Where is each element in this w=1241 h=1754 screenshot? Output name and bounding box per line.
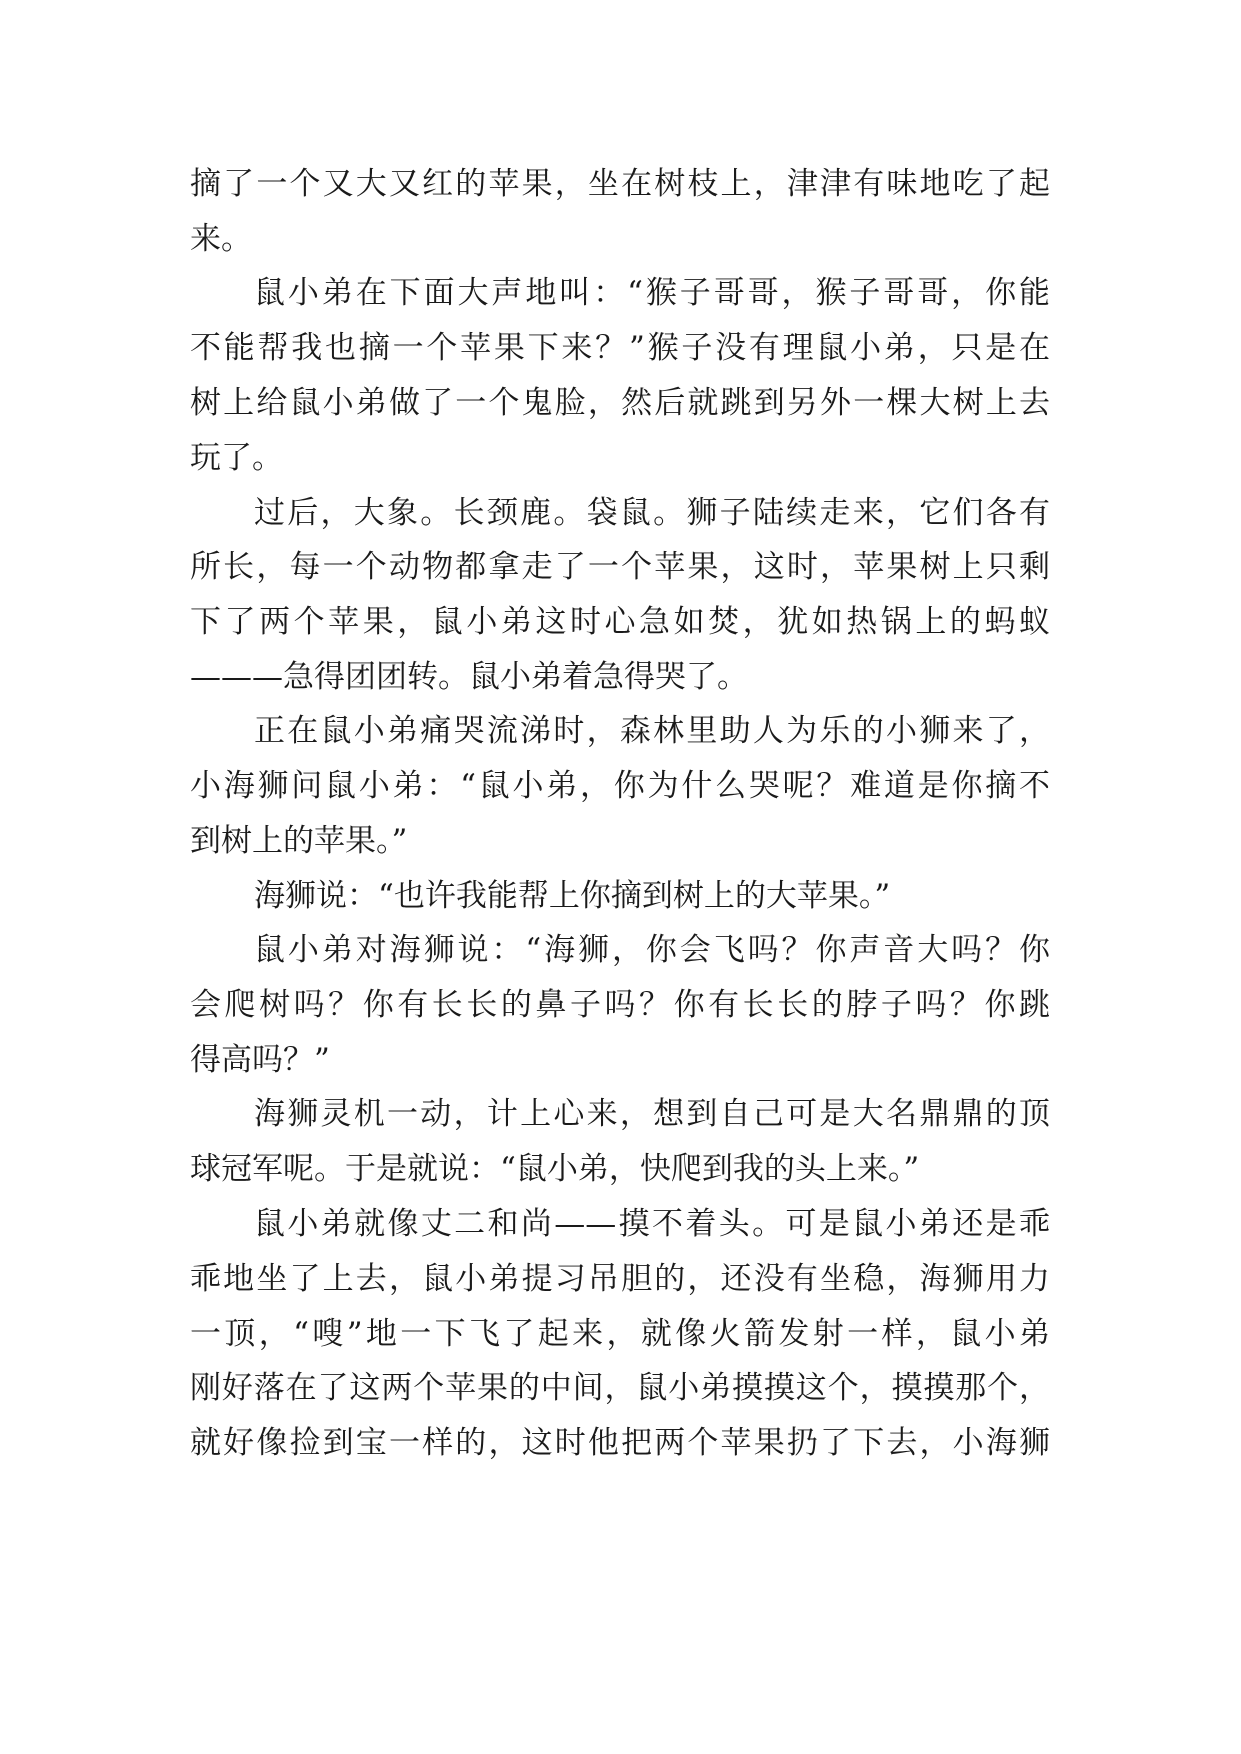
text-line: 来。: [190, 221, 252, 257]
text-line: 鼠小弟在下面大声地叫：“猴子哥哥，猴子哥哥，你能: [254, 275, 1050, 311]
text-line: 会爬树吗？你有长长的鼻子吗？你有长长的脖子吗？你跳: [190, 987, 1050, 1023]
text-line: 不能帮我也摘一个苹果下来？”猴子没有理鼠小弟，只是在: [190, 330, 1050, 366]
text-line: 就好像捡到宝一样的，这时他把两个苹果扔了下去，小海狮: [190, 1425, 1050, 1461]
text-line: 到树上的苹果。”: [190, 823, 408, 859]
text-line: 所长，每一个动物都拿走了一个苹果，这时，苹果树上只剩: [190, 549, 1050, 585]
text-line: 下了两个苹果，鼠小弟这时心急如焚，犹如热锅上的蚂蚁: [190, 604, 1050, 640]
text-line: 一顶，“嗖”地一下飞了起来，就像火箭发射一样，鼠小弟: [190, 1316, 1050, 1352]
text-line: 鼠小弟对海狮说：“海狮，你会飞吗？你声音大吗？你: [254, 932, 1050, 968]
text-line: 摘了一个又大又红的苹果，坐在树枝上，津津有味地吃了起: [190, 166, 1050, 202]
text-line: 海狮灵机一动，计上心来，想到自己可是大名鼎鼎的顶: [254, 1096, 1050, 1132]
text-line: 海狮说：“也许我能帮上你摘到树上的大苹果。”: [254, 878, 891, 914]
text-line: 过后，大象。长颈鹿。袋鼠。狮子陆续走来，它们各有: [254, 495, 1050, 531]
text-line: 刚好落在了这两个苹果的中间，鼠小弟摸摸这个，摸摸那个，: [190, 1370, 1050, 1406]
text-line: 得高吗？”: [190, 1042, 330, 1078]
text-line: 小海狮问鼠小弟：“鼠小弟，你为什么哭呢？难道是你摘不: [190, 768, 1050, 804]
text-line: ———急得团团转。鼠小弟着急得哭了。: [190, 659, 748, 695]
text-line: 乖地坐了上去，鼠小弟提习吊胆的，还没有坐稳，海狮用力: [190, 1261, 1050, 1297]
text-line: 球冠军呢。于是就说：“鼠小弟，快爬到我的头上来。”: [190, 1151, 920, 1187]
text-line: 玩了。: [190, 440, 283, 476]
text-line: 正在鼠小弟痛哭流涕时，森林里助人为乐的小狮来了，: [254, 713, 1050, 749]
text-line: 鼠小弟就像丈二和尚——摸不着头。可是鼠小弟还是乖: [254, 1206, 1050, 1242]
text-line: 树上给鼠小弟做了一个鬼脸，然后就跳到另外一棵大树上去: [190, 385, 1050, 421]
